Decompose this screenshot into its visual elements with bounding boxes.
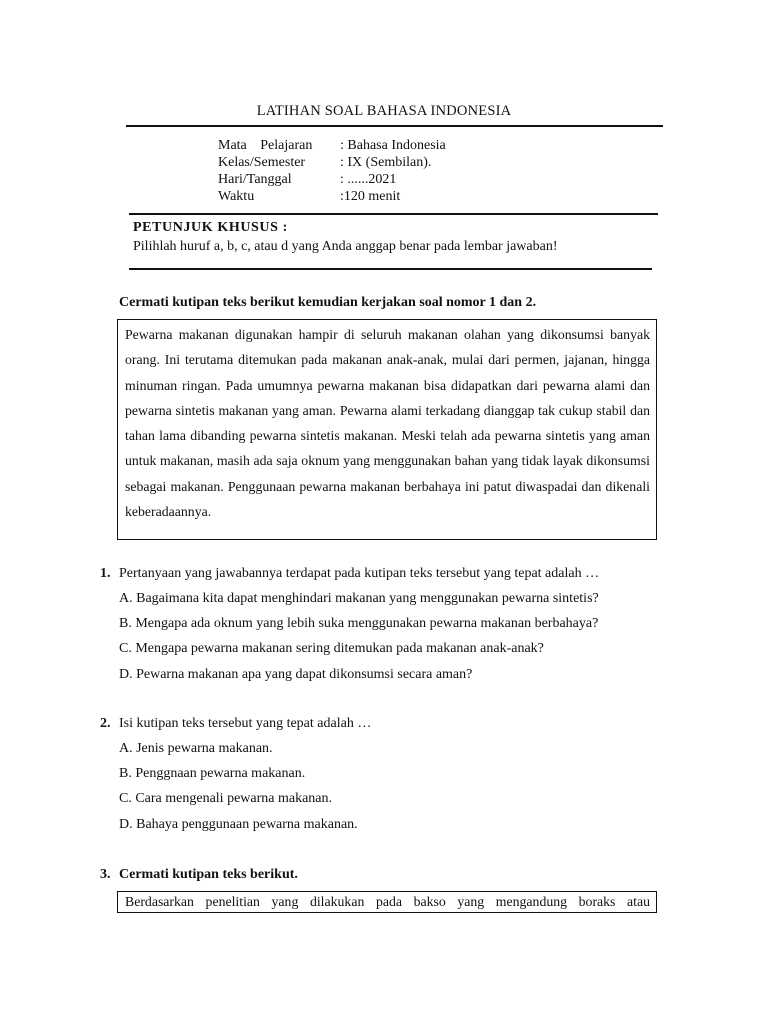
option-a: A. Bagaimana kita dapat menghindari makanan yang menggunakan pewarna sintetis? — [119, 591, 599, 606]
question-text: Pertanyaan yang jawabannya terdapat pada kutipan teks tersebut yang tepat adalah … — [119, 566, 600, 581]
info-row-date — [218, 171, 446, 188]
info-key: Hari/Tanggal — [218, 172, 292, 187]
document-title: LATIHAN SOAL BAHASA INDONESIA — [256, 103, 512, 119]
info-value: : ......2021 — [340, 172, 397, 187]
passage-intro: Cermati kutipan teks berikut kemudian kerjakan soal nomor 1 dan 2. — [119, 295, 537, 310]
instructions-text: Pilihlah huruf a, b, c, atau d yang Anda anggap benar pada lembar jawaban! — [133, 239, 558, 254]
info-value: : IX (Sembilan). — [340, 155, 432, 170]
option-d: D. Pewarna makanan apa yang dapat dikonsumsi secara aman? — [119, 667, 473, 682]
info-key: Waktu — [218, 189, 255, 204]
option-a: A. Jenis pewarna makanan. — [119, 741, 273, 756]
option-c: C. Mengapa pewarna makanan sering ditemukan pada makanan anak-anak? — [119, 641, 544, 656]
question-text: Cermati kutipan teks berikut. — [119, 867, 298, 882]
info-value: : Bahasa Indonesia — [340, 138, 446, 153]
passage-box — [117, 319, 657, 540]
passage-box-2 — [117, 891, 657, 913]
divider-middle — [129, 213, 658, 215]
divider-top — [126, 125, 663, 127]
info-value: :120 menit — [340, 189, 401, 204]
instructions-heading: PETUNJUK KHUSUS : — [133, 220, 288, 235]
info-row-subject — [218, 137, 446, 154]
option-c: C. Cara mengenali pewarna makanan. — [119, 791, 333, 806]
question-number: 2. — [100, 716, 111, 731]
question-number: 3. — [100, 867, 111, 882]
divider-bottom — [129, 268, 652, 270]
passage-2-text: Berdasarkan penelitian yang dilakukan pada bakso yang mengandung boraks atau — [125, 894, 650, 909]
question-number: 1. — [100, 566, 111, 581]
info-key: Mata Pelajaran — [218, 138, 313, 153]
info-row-class — [218, 154, 446, 171]
info-row-time — [218, 188, 446, 205]
option-b: B. Penggnaan pewarna makanan. — [119, 766, 306, 781]
question-text: Isi kutipan teks tersebut yang tepat adalah … — [119, 716, 372, 731]
option-d: D. Bahaya penggunaan pewarna makanan. — [119, 817, 358, 832]
option-b: B. Mengapa ada oknum yang lebih suka menggunakan pewarna makanan berbahaya? — [119, 616, 599, 631]
info-key: Kelas/Semester — [218, 155, 306, 170]
passage-text: Pewarna makanan digunakan hampir di seluruh makanan olahan yang dikonsumsi banyak orang. Ini terutama ditemukan pada makanan anak-anak, mulai dari permen, jajanan, hingga minuman ringan. Pada umumnya pewarna makanan bisa didapatkan dari pewarna alami dan pewarna sintetis makanan yang aman. Pewarna alami terkadang dianggap tak cukup stabil dan tahan lama dibanding pewarna sintetis makanan. Meski telah ada pewarna sintetis yang aman untuk makanan, masih ada saja oknum yang menggunakan bahan yang tidak layak dikonsumsi sebagai makanan. Penggunaan pewarna makanan berbahaya ini patut diwaspadai dan dikenali keberadaannya. — [125, 327, 650, 520]
subject-info — [218, 137, 446, 205]
